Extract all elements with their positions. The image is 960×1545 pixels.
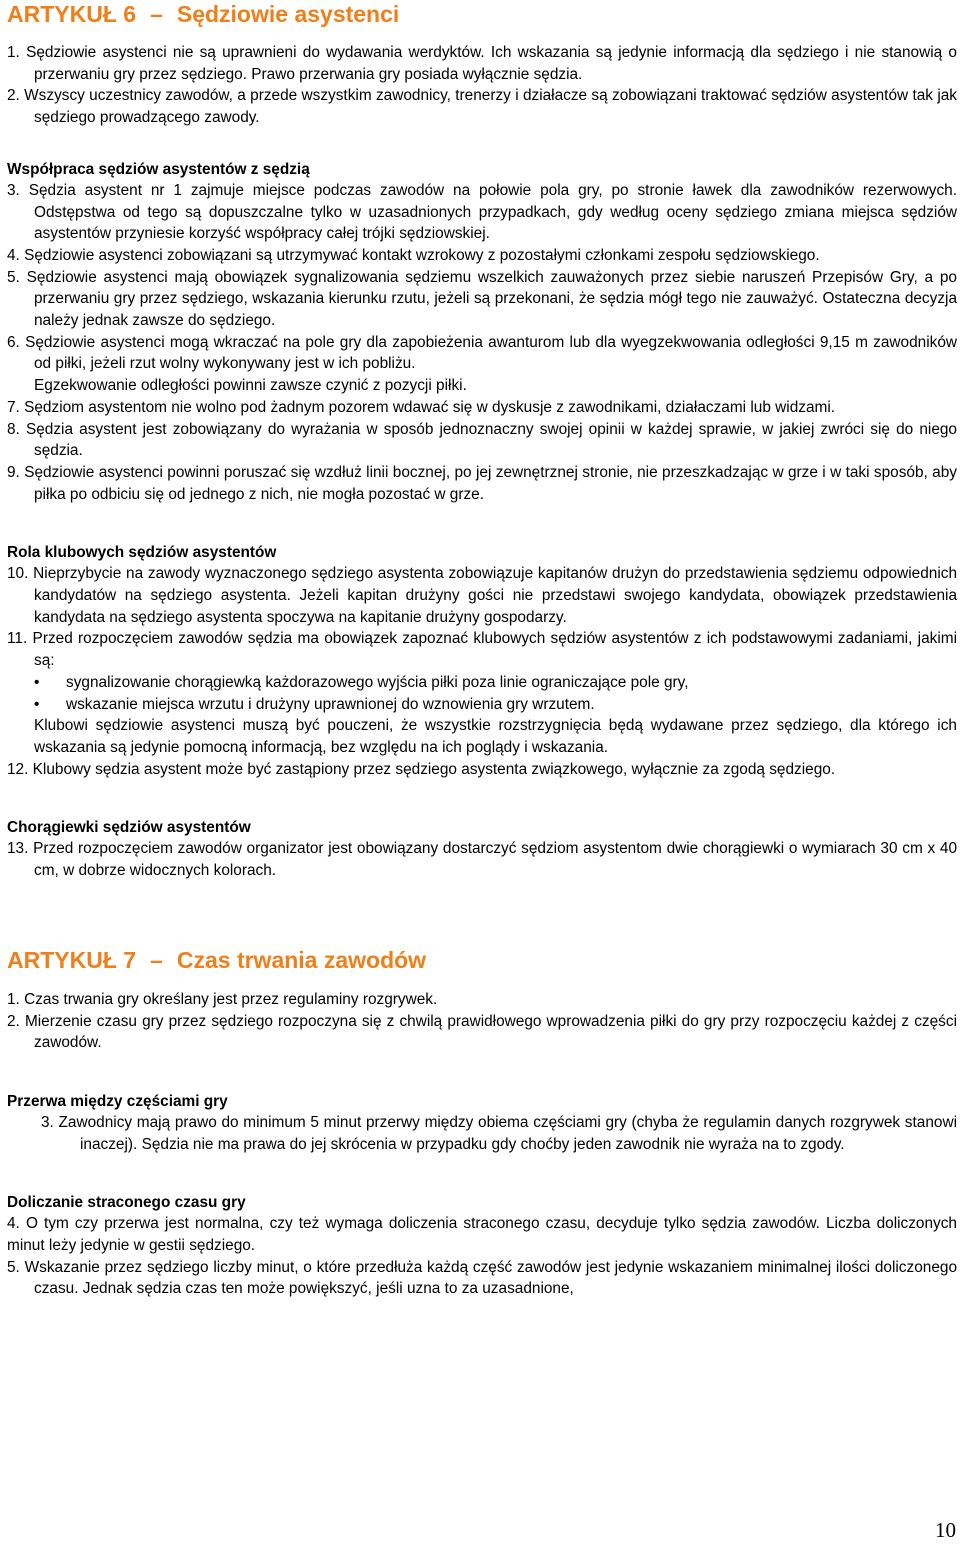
article-6-paragraph-11-note: Klubowi sędziowie asystenci muszą być pouczeni, że wszystkie rozstrzygnięcia będą wydawane przez sędziego, dla którego ich wskazania są jedynie pomocną informacją, bez względu na ich poglądy i wskazania. — [34, 717, 957, 756]
article-7-title: Czas trwania zawodów — [176, 946, 427, 973]
list-item: • wskazanie miejsca wrzutu i drużyny uprawnionej do wznowienia gry wrzutem. — [34, 694, 957, 716]
article-7-heading — [7, 946, 957, 974]
article-7-paragraph-3: 3. Zawodnicy mają prawo do minimum 5 minut przerwy między obiema częściami gry (chyba że regulamin danych rozgrywek stanowi inaczej). Sędzia nie ma prawa do jej skrócenia w przypadku gdy choćby jeden zawodnik nie wyraża na to zgody. — [41, 1113, 957, 1153]
article-6-paragraph-8: 8. Sędzia asystent jest zobowiązany do wyrażania w sposób jednoznaczny swojej opinii w każdej sprawie, w jakiej zwróci się do niego sędzia. — [7, 420, 957, 460]
section-heading-flags: Chorągiewki sędziów asystentów — [7, 819, 251, 837]
article-7-paragraph-5: 5. Wskazanie przez sędziego liczby minut, o które przedłuża każdą część zawodów jest jedynie wskazaniem minimalnej ilości doliczonego czasu. Jednak sędzia czas ten może powiększyć, jeśli uzna to za uzasadnione, — [7, 1258, 957, 1298]
page-number: 10 — [935, 1518, 956, 1542]
section-heading-added-time: Doliczanie straconego czasu gry — [7, 1194, 246, 1212]
list-item: • sygnalizowanie chorągiewką każdorazowego wyjścia piłki poza linie ograniczające pole gry, — [34, 672, 957, 694]
article-7-paragraph-1: 1. Czas trwania gry określany jest przez regulaminy rozgrywek. — [7, 990, 438, 1008]
duties-list — [7, 672, 957, 715]
article-7-number: ARTYKUŁ 7 — [7, 946, 137, 973]
article-7-paragraph-2: 2. Mierzenie czasu gry przez sędziego rozpoczyna się z chwilą prawidłowego wprowadzenia piłki do gry przy rozpoczęciu każdej z części zawodów. — [7, 1012, 957, 1052]
article-6-paragraph-12: 12. Klubowy sędzia asystent może być zastąpiony przez sędziego asystenta związkowego, wyłącznie za zgodą sędziego. — [7, 760, 836, 778]
article-6-paragraph-11: 11. Przed rozpoczęciem zawodów sędzia ma obowiązek zapoznać klubowych sędziów asystentów z ich podstawowymi zadaniami, jakimi są: — [7, 630, 957, 670]
article-6-paragraph-6: 6. Sędziowie asystenci mogą wkraczać na pole gry dla zapobieżenia awanturom lub dla wyegzekwowania odległości 9,15 m zawodników od piłki, jeżeli rzut wolny wykonywany jest w ich pobliżu. — [7, 333, 957, 373]
heading-dash: – — [150, 1, 163, 27]
article-6-paragraph-9: 9. Sędziowie asystenci powinni poruszać się wzdłuż linii bocznej, po jej zewnętrznej stronie, nie przeszkadzając w grze i w taki sposób, aby piłka po odbiciu się od jednego z nich, nie mogła pozostać w grze. — [7, 463, 957, 503]
article-6-paragraph-5: 5. Sędziowie asystenci mają obowiązek sygnalizowania sędziemu wszelkich zauważonych przez siebie naruszeń Przepisów Gry, a po przerwaniu gry przez sędziego, wskazania kierunku rzutu, jeżeli są przekonani, że sędzia mógł tego nie zauważyć. Ostateczna decyzja należy jednak zawsze do sędziego. — [7, 268, 957, 330]
article-6-heading — [7, 0, 957, 28]
document-page — [7, 0, 957, 1300]
article-7-paragraph-4: 4. O tym czy przerwa jest normalna, czy też wymaga doliczenia straconego czasu, decyduje tylko sędzia zawodów. Liczba doliczonych minut leży jedynie w gestii sędziego. — [7, 1215, 957, 1255]
article-6-paragraph-7: 7. Sędziom asystentom nie wolno pod żadnym pozorem wdawać się w dyskusje z zawodnikami, działaczami lub widzami. — [7, 398, 836, 416]
section-heading-club-assistants: Rola klubowych sędziów asystentów — [7, 544, 277, 562]
article-6-paragraph-2: 2. Wszyscy uczestnicy zawodów, a przede wszystkim zawodnicy, trenerzy i działacze są zobowiązani traktować sędziów asystentów tak jak sędziego prowadzącego zawody. — [7, 87, 957, 127]
article-6-number: ARTYKUŁ 6 — [7, 1, 137, 27]
article-6-paragraph-1: 1. Sędziowie asystenci nie są uprawnieni do wydawania werdyktów. Ich wskazania są jedynie informacją dla sędziego i nie stanowią o przerwaniu gry przez sędziego. Prawo przerwania gry posiada wyłącznie sędzia. — [7, 44, 957, 83]
article-6-paragraph-13: 13. Przed rozpoczęciem zawodów organizator jest obowiązany dostarczyć sędziom asystentom dwie chorągiewki o wymiarach 30 cm x 40 cm, w dobrze widocznych kolorach. — [7, 840, 957, 880]
article-6-paragraph-10: 10. Nieprzybycie na zawody wyznaczonego sędziego asystenta zobowiązuje kapitanów drużyn do przedstawienia sędziemu odpowiednich kandydatów na sędziego asystenta. Jeżeli kapitan drużyny gości nie przedstawi swojego kandydata, obowiązek przedstawienia kandydata na sędziego asystenta spoczywa na kapitanie drużyny gospodarzy. — [7, 565, 957, 626]
heading-dash: – — [150, 946, 163, 973]
article-6-paragraph-4: 4. Sędziowie asystenci zobowiązani są utrzymywać kontakt wzrokowy z pozostałymi członkami zespołu sędziowskiego. — [7, 246, 820, 264]
article-6-title: Sędziowie asystenci — [176, 1, 400, 27]
section-heading-half-time: Przerwa między częściami gry — [7, 1092, 228, 1110]
article-6-paragraph-6-note: Egzekwowanie odległości powinni zawsze czynić z pozycji piłki. — [34, 377, 467, 395]
article-6-paragraph-3: 3. Sędzia asystent nr 1 zajmuje miejsce podczas zawodów na połowie pola gry, po stronie ławek dla zawodników rezerwowych. Odstępstwa od tego są dopuszczalne tylko w uzasadnionych przypadkach, gdy według oceny sędziego zmiana miejsca sędziów asystentów przyniesie korzyść współpracy całej trójki sędziowskiej. — [7, 181, 957, 243]
section-heading-cooperation: Współpraca sędziów asystentów z sędzią — [7, 160, 310, 178]
